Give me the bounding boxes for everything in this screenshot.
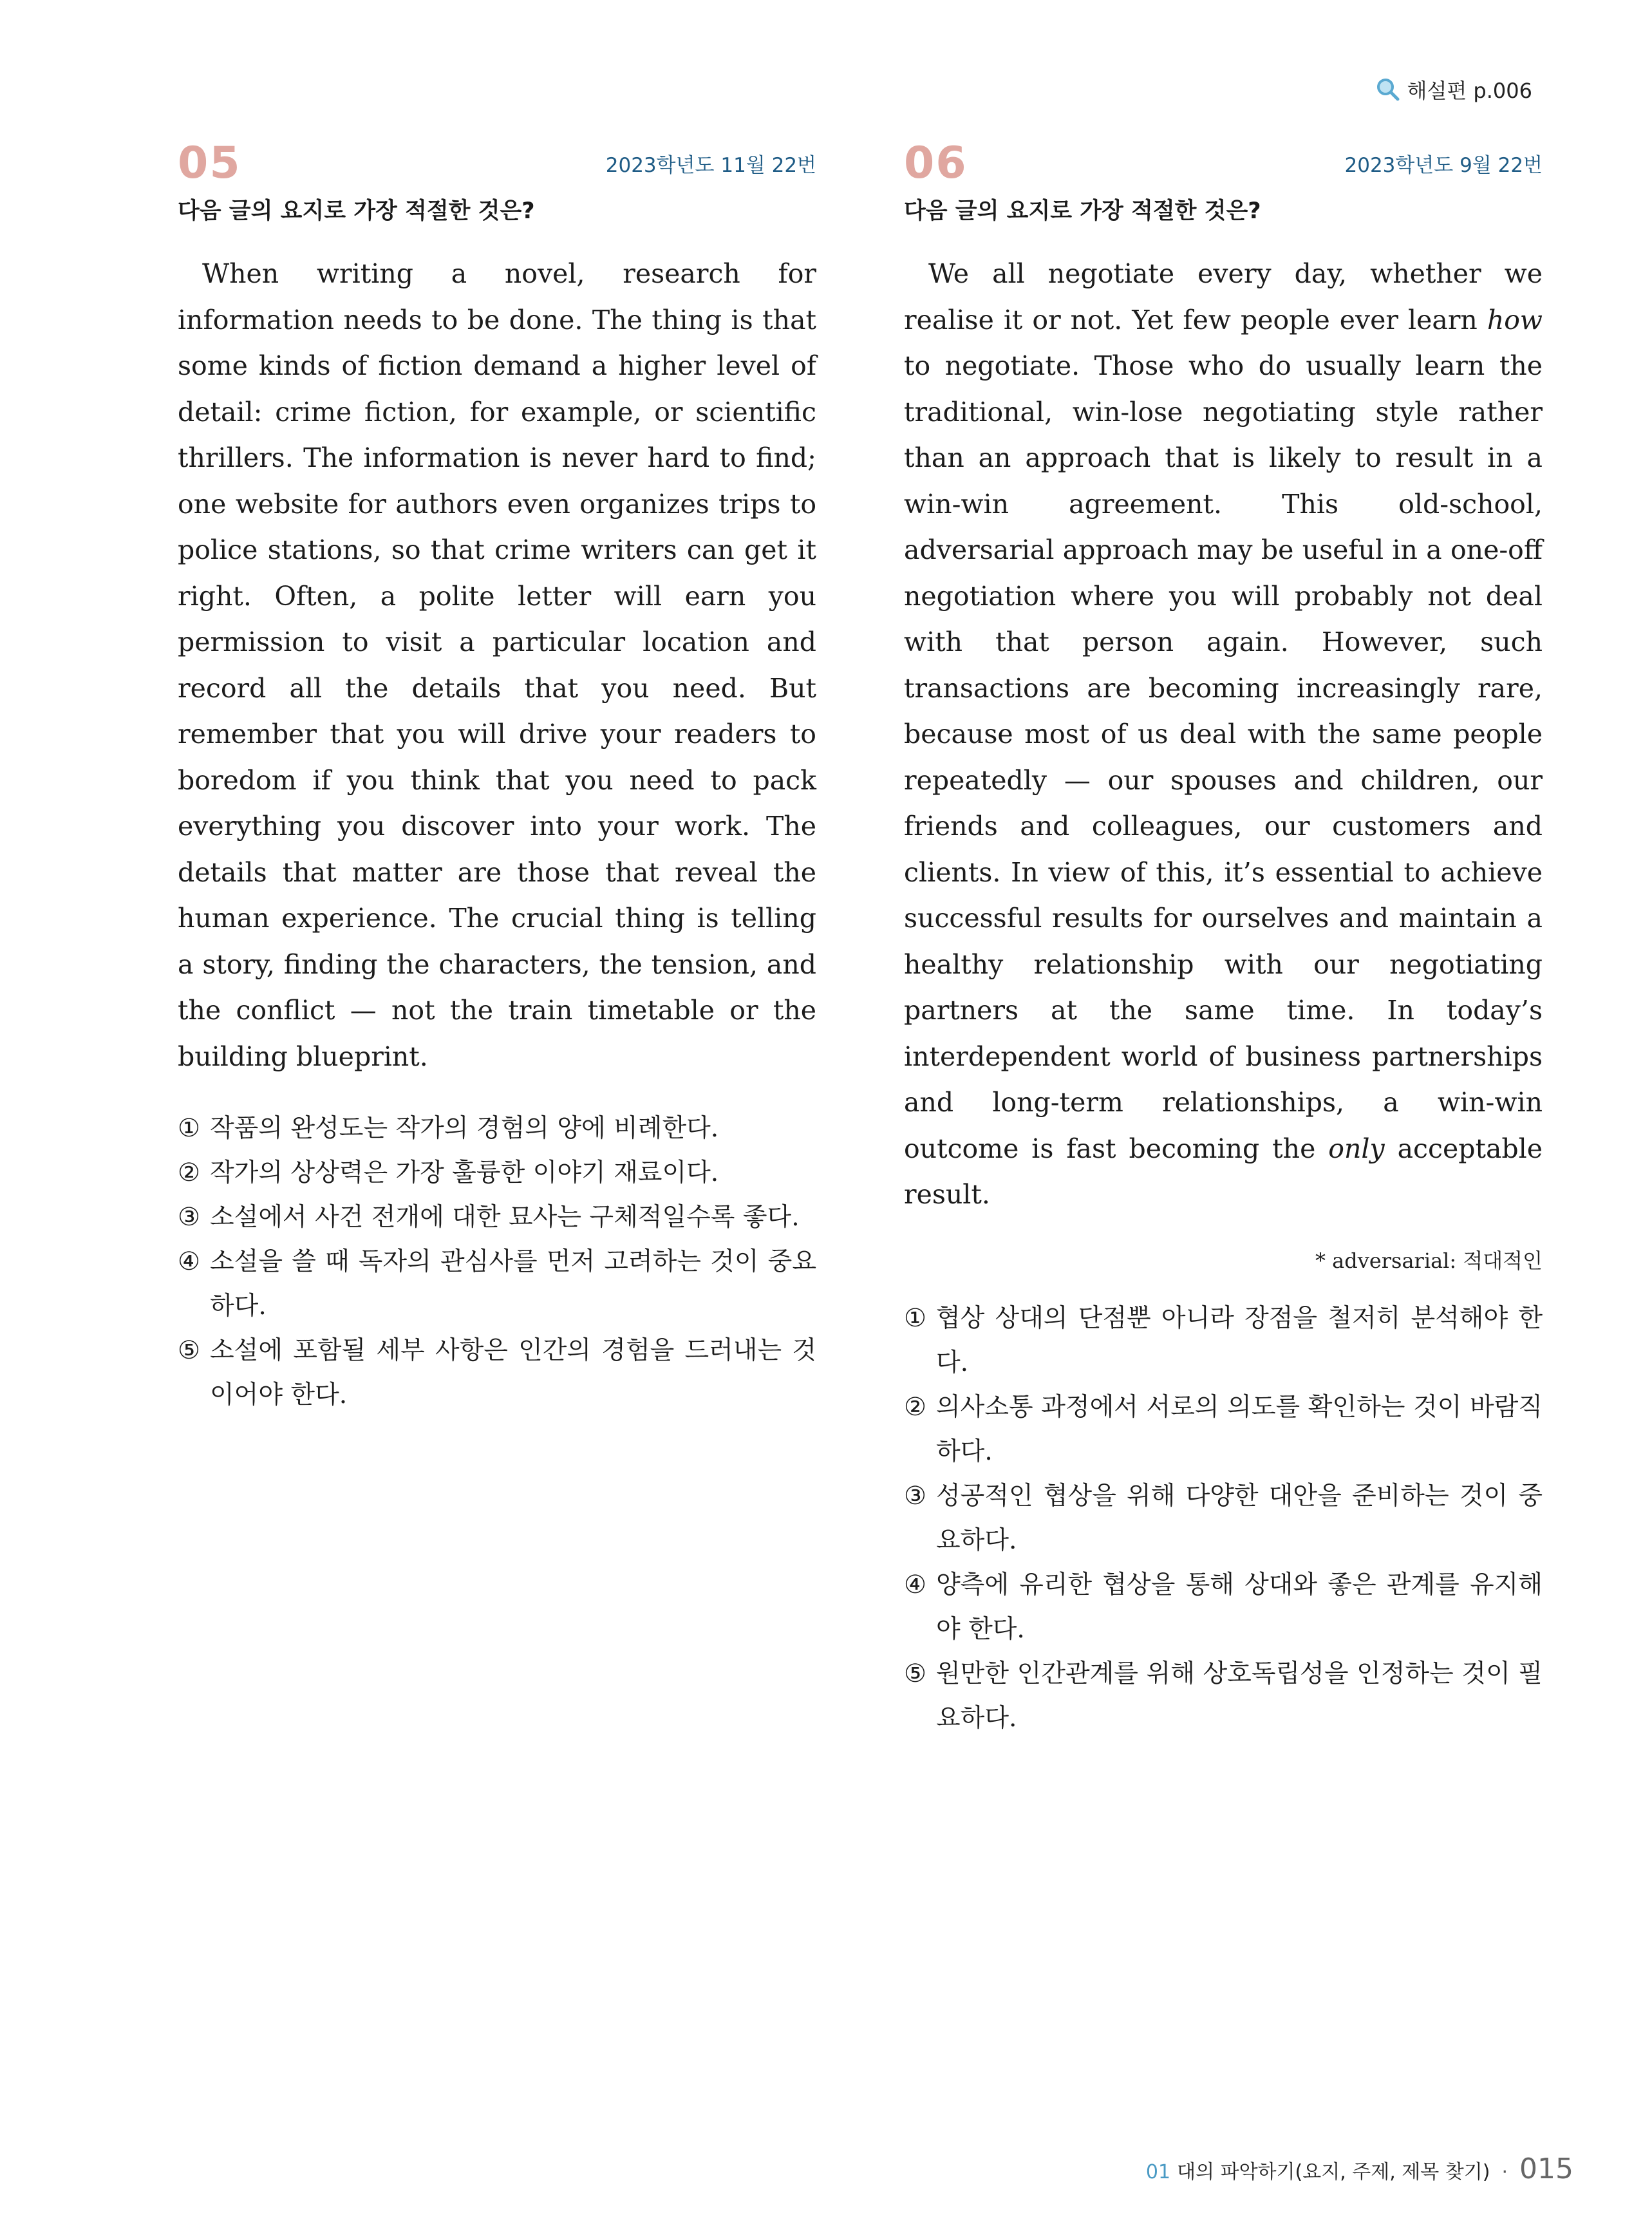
choice-2[interactable]: ② 작가의 상상력은 가장 훌륭한 이야기 재료이다. (178, 1158, 719, 1187)
choice-1[interactable]: ① 협상 상대의 단점뿐 아니라 장점을 철저히 분석해야 한다. (904, 1303, 1543, 1377)
choice-1[interactable]: ① 작품의 완성도는 작가의 경험의 양에 비례한다. (178, 1114, 719, 1143)
choice-3[interactable]: ③ 성공적인 협상을 위해 다양한 대안을 준비하는 것이 중요하다. (904, 1481, 1543, 1555)
answer-choices (904, 1296, 1543, 1740)
passage: When writing a novel, research for information needs to be done. The thing is that some kinds of fiction demand a higher level of detail: crime fiction, for example, or scientific thrillers. The information is never hard to find; one website for authors even organizes trips to police stations, so that crime writers can get it right. Often, a polite letter will earn you permission to visit a particular location and record all the details that you need. But remember that you will drive your readers to boredom if you think that you need to pack everything you discover into your work. The details that matter are those that reveal the human experience. The crucial thing is telling a story, finding the characters, the tension, and the conflict — not the train timetable or the building blueprint. (178, 258, 816, 1072)
answer-choices (178, 1106, 816, 1417)
passage: We all negotiate every day, whether we realise it or not. Yet few people ever learn how to negotiate. Those who do usually learn the traditional, win-lose negotiating style rather than an approach that is likely to result in a win-win agreement. This old-school, adversarial approach may be useful in a one-off negotiation where you will probably not deal with that person again. However, such transactions are becoming increasingly rare, because most of us deal with the same people repeatedly — our spouses and children, our friends and colleagues, our customers and clients. In view of this, it’s essential to achieve successful results for ourselves and maintain a healthy relationship with our negotiating partners at the same time. In today’s interdependent world of business partnerships and long-term relationships, a win-win outcome is fast becoming the only acceptable result. (904, 258, 1543, 1210)
footer-separator: · (1501, 2161, 1508, 2183)
choice-4[interactable]: ④ 양측에 유리한 협상을 통해 상대와 좋은 관계를 유지해야 한다. (904, 1570, 1543, 1644)
choice-2[interactable]: ② 의사소통 과정에서 서로의 의도를 확인하는 것이 바람직하다. (904, 1392, 1543, 1466)
choice-5[interactable]: ⑤ 원만한 인간관계를 위해 상호독립성을 인정하는 것이 필요하다. (904, 1659, 1543, 1733)
page-footer (1146, 2153, 1573, 2185)
question-header (178, 134, 816, 189)
answer-reference (1375, 75, 1532, 104)
question-number: 06 (904, 138, 968, 189)
question-05 (178, 134, 816, 1417)
question-prompt: 다음 글의 요지로 가장 적절한 것은? (178, 198, 535, 224)
magnifier-icon (1375, 77, 1401, 102)
choice-4[interactable]: ④ 소설을 쓸 때 독자의 관심사를 먼저 고려하는 것이 중요하다. (178, 1247, 816, 1321)
answer-reference-text: 해설편 p.006 (1407, 79, 1532, 103)
emphasis-only: only (1328, 1133, 1385, 1164)
question-number: 05 (178, 138, 241, 189)
chapter-number: 01 (1145, 2161, 1171, 2183)
question-06 (904, 134, 1543, 1740)
chapter-title: 대의 파악하기(요지, 주제, 제목 찾기) (1177, 2161, 1490, 2183)
question-header (904, 134, 1543, 189)
question-source: 2023학년도 9월 22번 (1344, 154, 1543, 177)
emphasis-how: how (1487, 304, 1543, 335)
question-source: 2023학년도 11월 22번 (605, 154, 816, 177)
footnote: * adversarial: 적대적인 (1315, 1248, 1543, 1273)
choice-3[interactable]: ③ 소설에서 사건 전개에 대한 묘사는 구체적일수록 좋다. (178, 1203, 800, 1232)
page-number: 015 (1519, 2153, 1573, 2185)
question-prompt: 다음 글의 요지로 가장 적절한 것은? (904, 198, 1261, 224)
choice-5[interactable]: ⑤ 소설에 포함될 세부 사항은 인간의 경험을 드러내는 것이어야 한다. (178, 1336, 816, 1409)
